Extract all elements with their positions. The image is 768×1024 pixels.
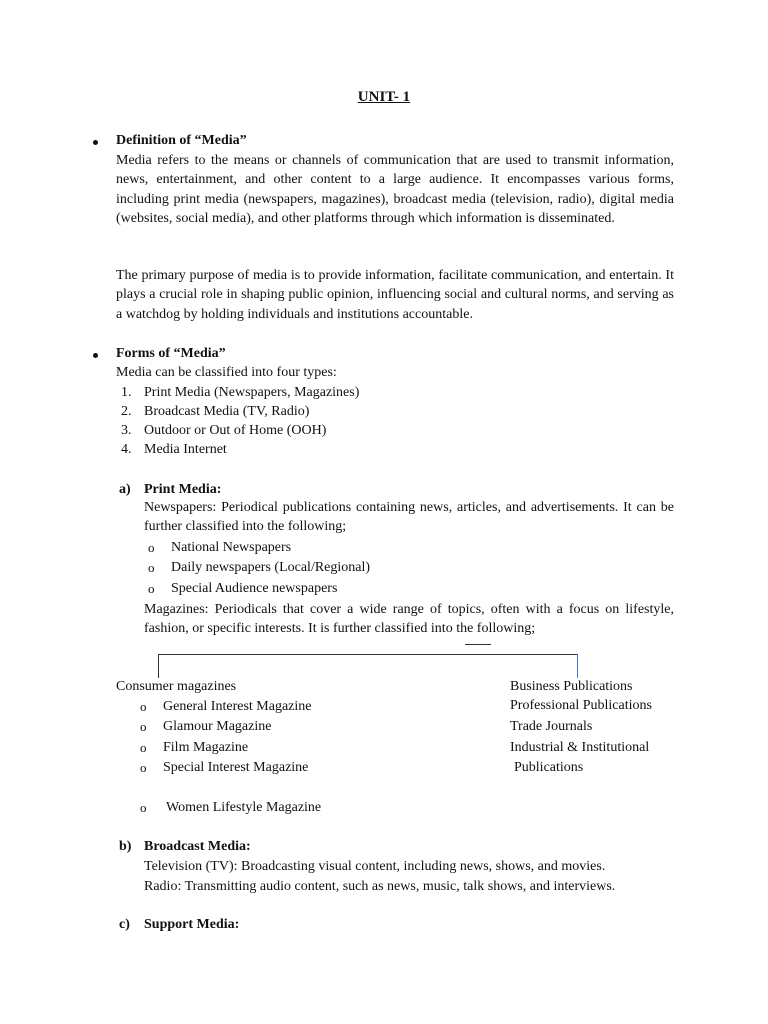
definition-heading: Definition of “Media” <box>116 133 247 148</box>
business-line: Business Publications <box>510 679 633 694</box>
purpose-paragraph: The primary purpose of media is to provide information, facilitate communication, and entertain. It plays a crucial role in shaping public opinion, influencing social and cultural norms, and serving as a watchdog by holding individuals and institutions accountable. <box>116 268 674 322</box>
newspapers-paragraph: Newspapers: Periodical publications containing news, articles, and advertisements. It can be further classified into the following; <box>144 500 674 535</box>
consumer-type: Glamour Magazine <box>163 719 272 734</box>
sub-bullet: o <box>148 540 155 555</box>
type-number: 1. <box>121 385 132 400</box>
support-label: c) <box>119 917 130 932</box>
sub-bullet: o <box>140 699 147 714</box>
sub-bullet: o <box>140 760 147 775</box>
support-heading: Support Media: <box>144 917 240 932</box>
magazines-paragraph: Magazines: Periodicals that cover a wide range of topics, often with a focus on lifestyle, fashion, or specific interests. It is further classified into the following; <box>144 602 674 637</box>
type-item: Media Internet <box>144 442 227 457</box>
sub-bullet: o <box>148 560 155 575</box>
newspaper-type: National Newspapers <box>171 540 292 555</box>
business-line: Trade Journals <box>510 719 593 734</box>
broadcast-tv: Television (TV): Broadcasting visual content, including news, shows, and movies. <box>144 859 606 874</box>
type-item: Print Media (Newspapers, Magazines) <box>144 385 360 400</box>
sub-bullet: o <box>140 740 147 755</box>
type-number: 3. <box>121 423 132 438</box>
type-number: 2. <box>121 404 132 419</box>
page-title: UNIT- 1 <box>357 89 411 105</box>
sub-bullet: o <box>140 800 147 815</box>
broadcast-label: b) <box>119 839 132 854</box>
consumer-type: General Interest Magazine <box>163 699 312 714</box>
definition-paragraph: Media refers to the means or channels of communication that are used to transmit information, news, entertainment, and other content to a large audience. It encompasses various forms, including print media (newspapers, magazines), broadcast media (television, radio), digital media (websites, social media), and other platforms through which information is disseminated. <box>116 153 674 226</box>
print-heading: Print Media: <box>144 482 222 497</box>
forms-heading: Forms of “Media” <box>116 346 226 361</box>
type-number: 4. <box>121 442 132 457</box>
business-line: Professional Publications <box>510 698 652 713</box>
forms-intro: Media can be classified into four types: <box>116 365 337 380</box>
type-item: Outdoor or Out of Home (OOH) <box>144 423 327 438</box>
bullet-dot <box>93 140 98 145</box>
connector-left <box>158 654 159 678</box>
business-line: Industrial & Institutional <box>510 740 650 755</box>
bullet-dot <box>93 353 98 358</box>
sub-bullet: o <box>148 581 155 596</box>
small-dash <box>465 644 491 645</box>
type-item: Broadcast Media (TV, Radio) <box>144 404 310 419</box>
business-line: Publications <box>514 760 584 775</box>
connector-right <box>577 654 578 678</box>
sub-bullet: o <box>140 719 147 734</box>
broadcast-heading: Broadcast Media: <box>144 839 251 854</box>
consumer-type: Special Interest Magazine <box>163 760 309 775</box>
newspaper-type: Daily newspapers (Local/Regional) <box>171 560 371 575</box>
newspaper-type: Special Audience newspapers <box>171 581 338 596</box>
broadcast-radio: Radio: Transmitting audio content, such as news, music, talk shows, and interviews. <box>144 879 616 894</box>
connector-horizontal <box>158 654 578 655</box>
consumer-type: Women Lifestyle Magazine <box>166 800 322 815</box>
print-label: a) <box>119 482 131 497</box>
consumer-heading: Consumer magazines <box>116 679 237 694</box>
consumer-type: Film Magazine <box>163 740 249 755</box>
